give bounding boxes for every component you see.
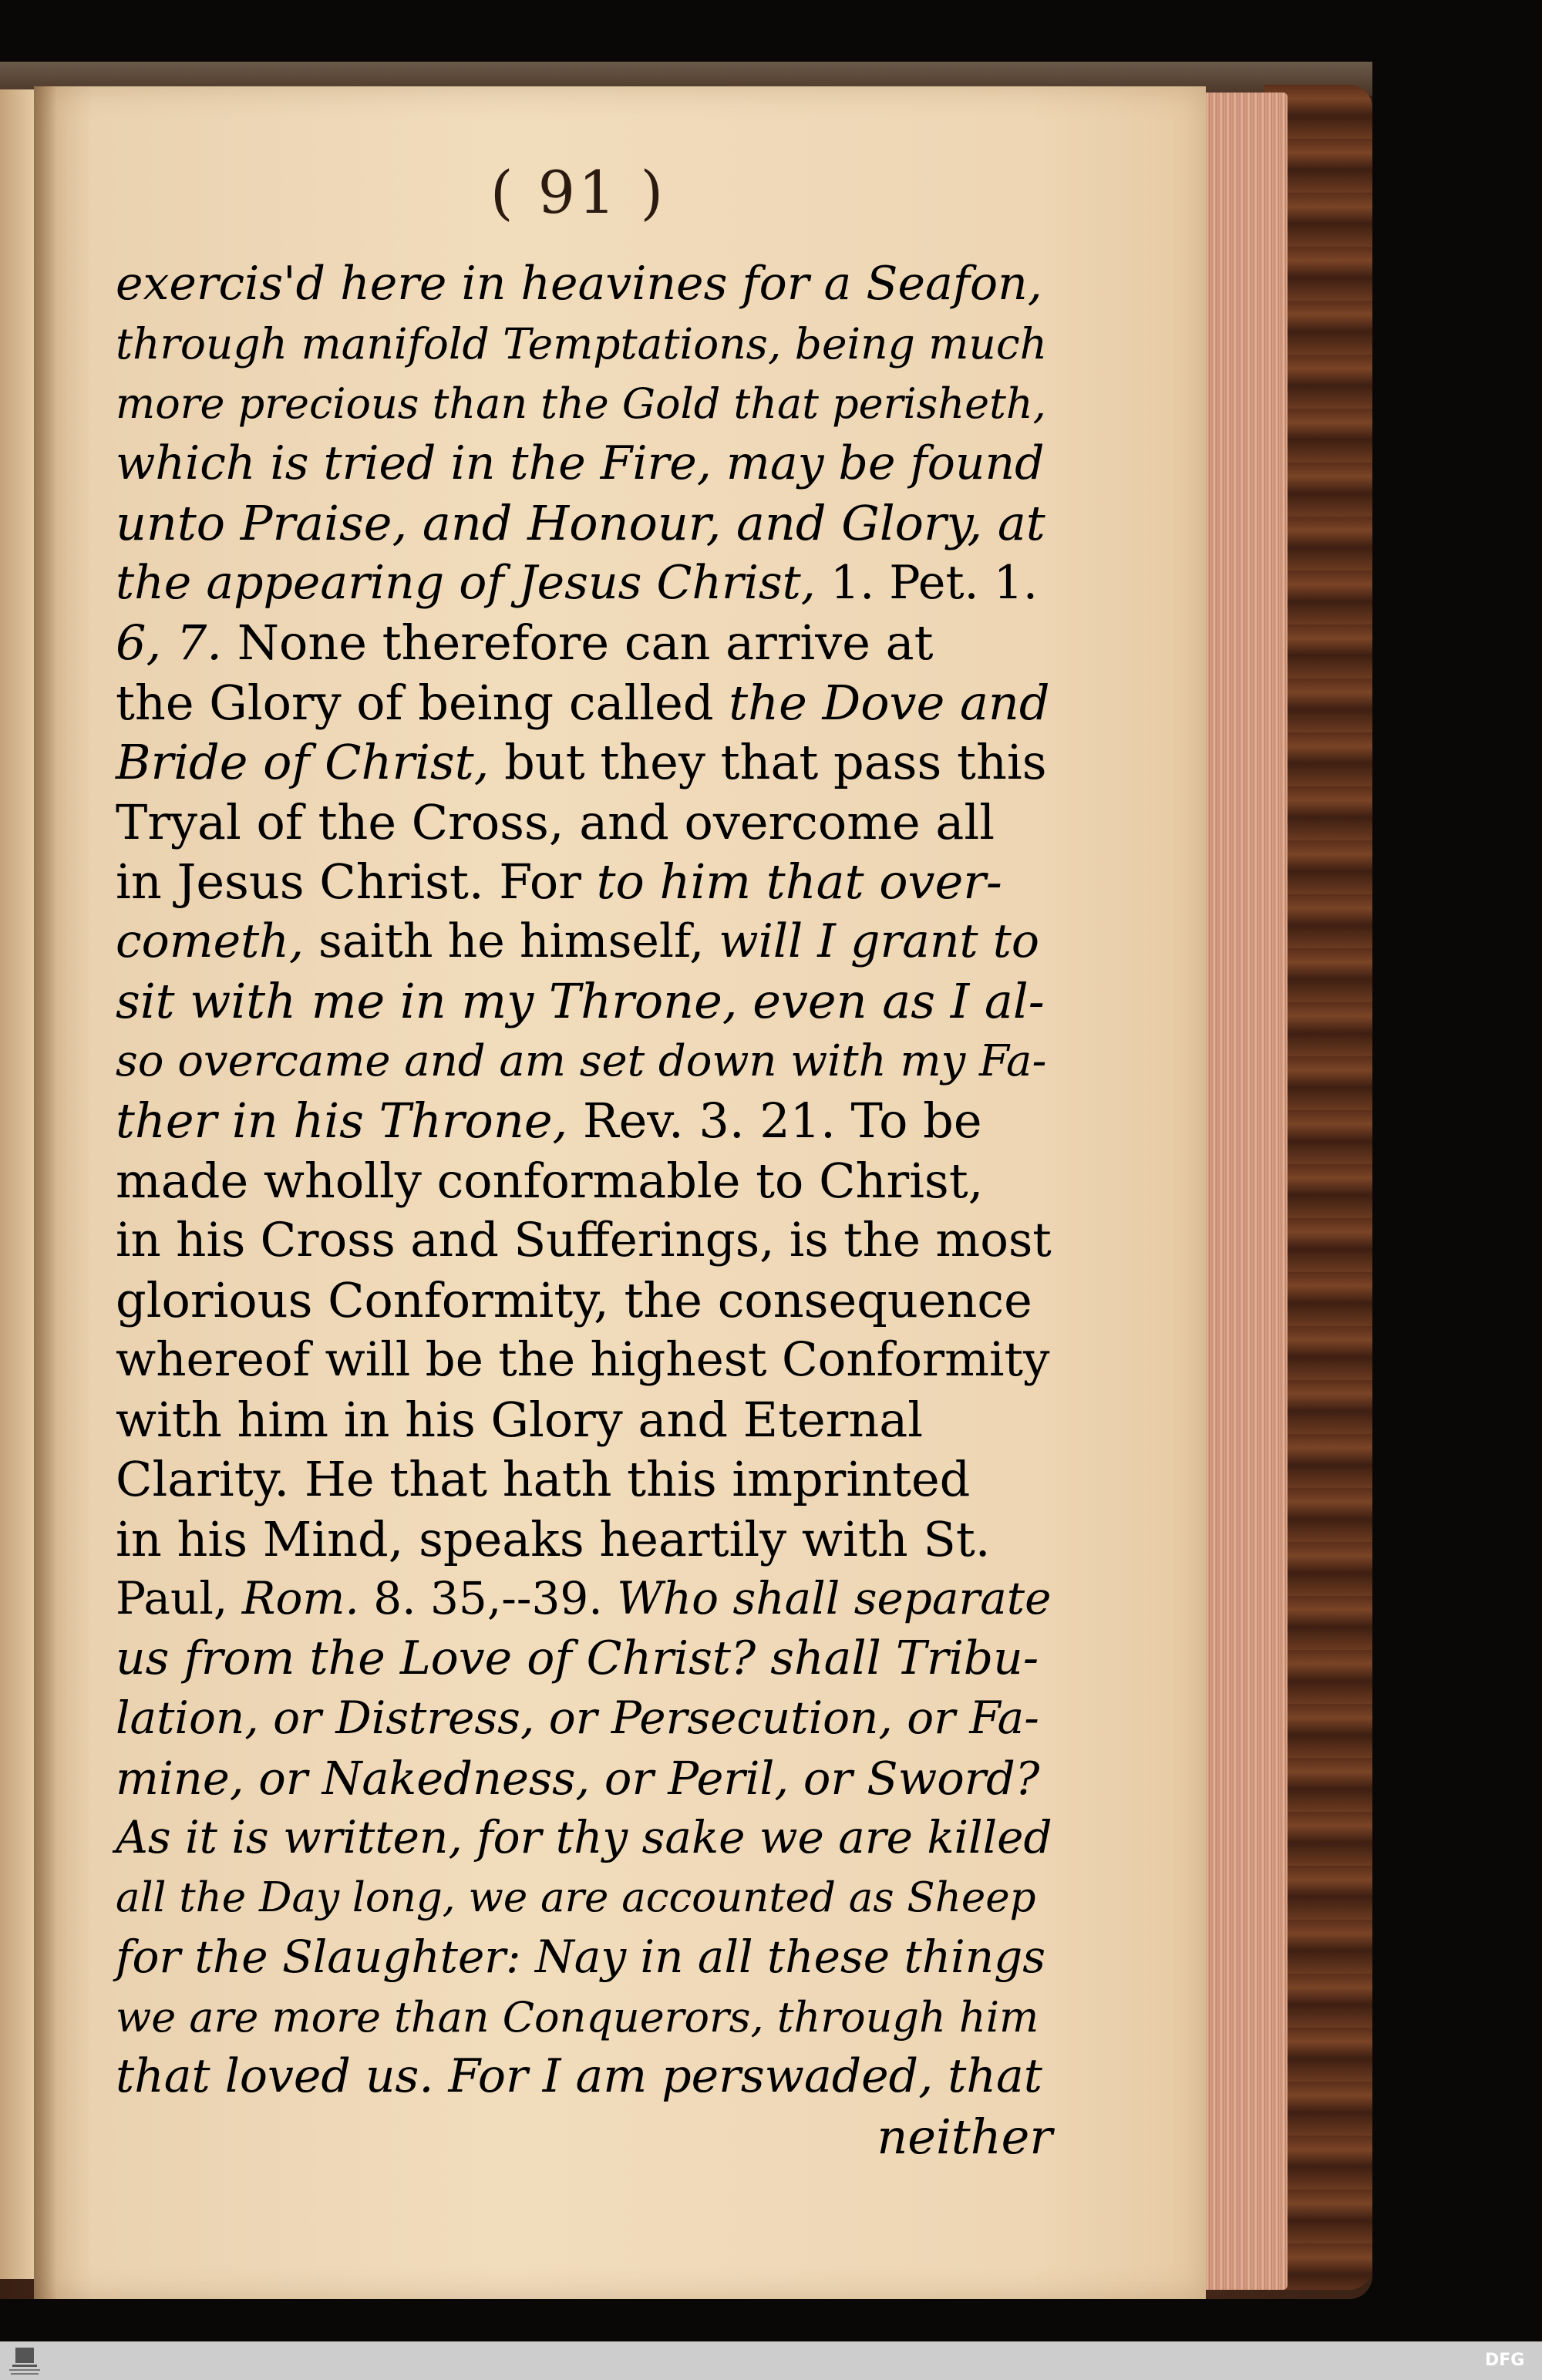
roman-text-run: whereof will be the highest Conformity xyxy=(116,1332,1050,1387)
roman-text-run: the Glory of being called xyxy=(116,674,729,731)
text-line xyxy=(116,554,1052,614)
roman-text-run: glorious Conformity, the consequence xyxy=(116,1271,1032,1328)
italic-text-run: sit with me in my Throne, even as I al- xyxy=(116,973,1045,1029)
roman-text-run: but they that pass this xyxy=(489,734,1047,790)
text-line xyxy=(116,1569,1052,1629)
page-gutter-shadow xyxy=(34,86,57,2299)
roman-text-run: in Jesus Christ. For xyxy=(116,853,597,910)
text-line xyxy=(116,1390,1052,1450)
italic-text-run: will I grant to xyxy=(719,914,1039,968)
text-line xyxy=(116,254,1052,315)
roman-text-run: in his Cross and Sufferings, is the most xyxy=(116,1213,1052,1267)
facing-page-edge xyxy=(0,89,34,2279)
italic-text-run: for the Slaughter: Nay in all these things xyxy=(116,1931,1045,1983)
text-line xyxy=(116,971,1052,1032)
roman-text-run: with him in his Glory and Eternal xyxy=(116,1391,924,1448)
italic-text-run: ther in his Throne, xyxy=(116,1092,568,1149)
roman-text-run: made wholly conformable to Christ, xyxy=(116,1152,984,1209)
funder-logo: DFG xyxy=(1485,2351,1525,2370)
italic-text-run: mine, or Nakedness, or Peril, or Sword? xyxy=(116,1751,1040,1805)
italic-text-run: us from the Love of Christ? shall Tribu- xyxy=(116,1631,1039,1685)
roman-text-run: saith he himself, xyxy=(303,914,719,968)
text-line xyxy=(116,673,1052,733)
text-line xyxy=(116,732,1052,793)
italic-text-run: lation, or Distress, or Persecution, or Fa- xyxy=(116,1692,1039,1744)
italic-text-run: exercis'd here in heavines for a Seafon, xyxy=(116,257,1042,311)
roman-text-run: in his Mind, speaks heartily with St. xyxy=(116,1510,991,1567)
text-line xyxy=(116,1629,1052,1689)
page-text-block xyxy=(116,254,1052,2166)
text-line xyxy=(116,1808,1052,1868)
text-line xyxy=(116,374,1052,434)
text-line xyxy=(116,493,1052,554)
text-line xyxy=(116,1927,1052,1988)
text-line xyxy=(116,1091,1052,1151)
italic-text-run: As it is written, for thy sake we are killed xyxy=(116,1811,1052,1863)
roman-text-run: Clarity. He that hath this imprinted xyxy=(116,1451,971,1507)
italic-text-run: Rom. xyxy=(241,1572,359,1624)
italic-text-run: that loved us. For I am perswaded, that xyxy=(116,2049,1042,2103)
italic-text-run: cometh, xyxy=(116,914,304,968)
italic-text-run: through manifold Temptations, being much xyxy=(116,318,1048,369)
text-line xyxy=(116,912,1052,972)
text-line xyxy=(116,852,1052,912)
italic-text-run: to him that over- xyxy=(596,853,1002,910)
text-line xyxy=(116,613,1052,673)
library-logo-icon xyxy=(3,2343,46,2378)
italic-text-run: so overcame and am set down with my Fa- xyxy=(116,1035,1047,1086)
italic-text-run: more precious than the Gold that perisheth, xyxy=(116,379,1046,428)
page-number: ( 91 ) xyxy=(490,158,667,227)
viewer-bottom-bar xyxy=(0,2341,1542,2380)
text-line xyxy=(116,315,1052,375)
text-line xyxy=(116,1988,1052,2048)
text-line xyxy=(116,1449,1052,1510)
roman-text-run: Rev. 3. 21. To be xyxy=(567,1092,982,1149)
text-line xyxy=(116,1271,1052,1331)
italic-text-run: all the Day long, we are accounted as Sheep xyxy=(116,1873,1036,1921)
roman-text-run: Paul, xyxy=(116,1572,242,1624)
text-line xyxy=(116,1688,1052,1749)
text-line xyxy=(116,1868,1052,1928)
text-line xyxy=(116,1151,1052,1211)
roman-text-run: 1. Pet. 1. xyxy=(830,555,1038,610)
roman-text-run: 8. 35,--39. xyxy=(359,1572,618,1624)
italic-text-run: Bride of Christ, xyxy=(116,734,490,790)
text-line xyxy=(116,793,1052,853)
text-line xyxy=(116,1210,1052,1271)
italic-text-run: we are more than Conquerors, through him xyxy=(116,1992,1039,2042)
page-fore-edge xyxy=(1203,93,1288,2290)
roman-text-run: Tryal of the Cross, and overcome all xyxy=(116,793,995,850)
italic-text-run: unto Praise, and Honour, and Glory, at xyxy=(116,495,1045,551)
italic-text-run: Who shall separate xyxy=(617,1572,1052,1624)
italic-text-run: 6, 7. xyxy=(116,614,223,671)
text-line xyxy=(116,1749,1052,1809)
text-line xyxy=(116,2047,1052,2107)
text-line xyxy=(116,1510,1052,1570)
text-line xyxy=(116,1032,1052,1092)
italic-text-run: the appearing of Jesus Christ, xyxy=(116,555,830,610)
text-line xyxy=(116,1330,1052,1390)
italic-text-run: the Dove and xyxy=(729,674,1050,731)
text-line xyxy=(116,434,1052,494)
italic-text-run: which is tried in the Fire, may be found xyxy=(116,436,1045,490)
roman-text-run: None therefore can arrive at xyxy=(222,614,934,671)
catchword xyxy=(116,2107,1052,2167)
catchword-text: neither xyxy=(877,2108,1052,2165)
